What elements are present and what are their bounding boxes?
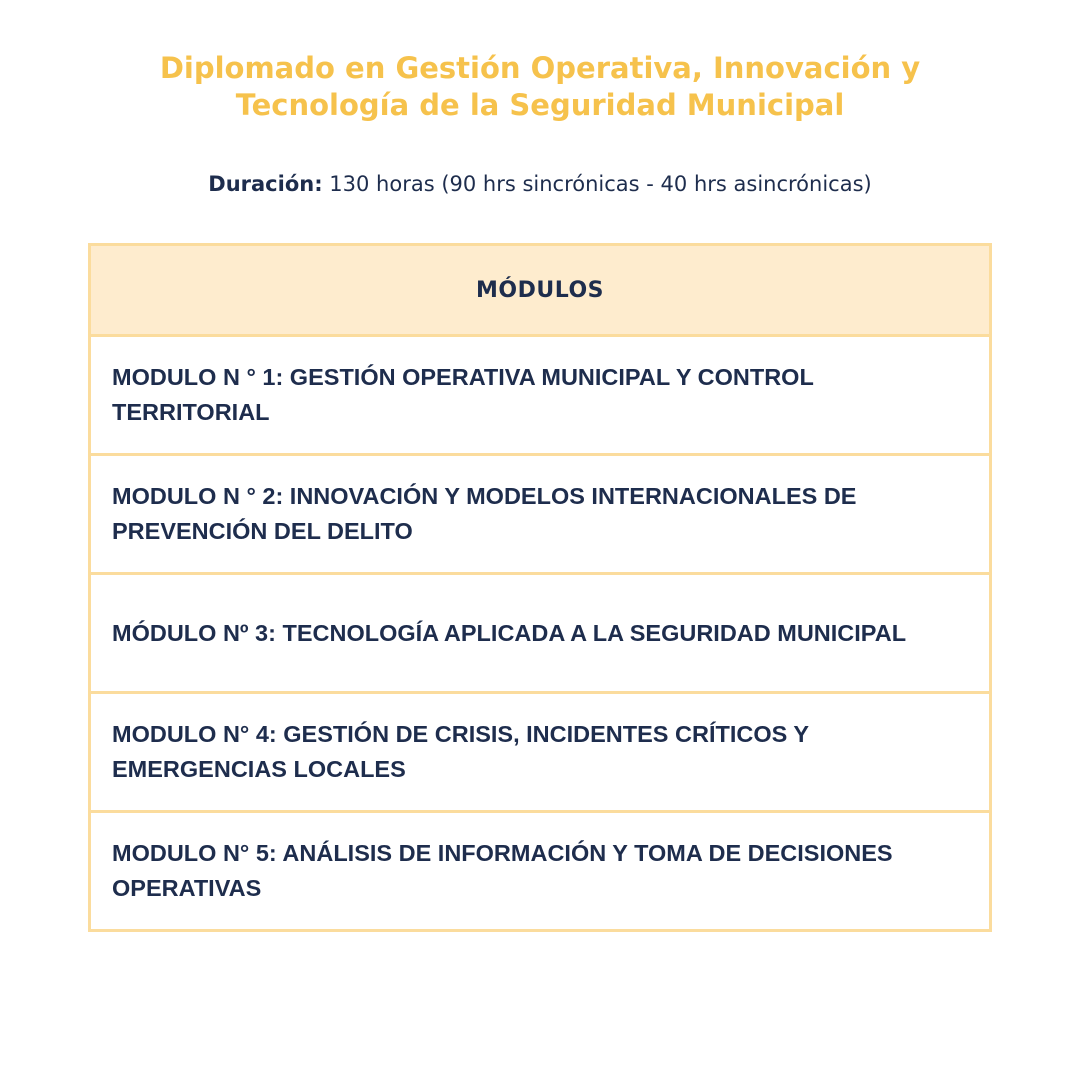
title-line-2: Tecnología de la Seguridad Municipal	[235, 88, 845, 122]
module-title-3: MÓDULO Nº 3: TECNOLOGÍA APLICADA A LA SEGURIDAD MUNICIPAL	[112, 619, 907, 646]
module-row-2	[91, 456, 989, 575]
module-title-1: MODULO N ° 1: GESTIÓN OPERATIVA MUNICIPAL Y CONTROL TERRITORIAL	[112, 364, 814, 425]
duration-text	[40, 168, 1040, 200]
page-title	[60, 50, 1020, 124]
module-title-5: MODULO N° 5: ANÁLISIS DE INFORMACIÓN Y TOMA DE DECISIONES OPERATIVAS	[112, 840, 893, 901]
modules-table	[88, 243, 992, 932]
duration-value: 130 horas (90 hrs sincrónicas - 40 hrs asincrónicas)	[322, 172, 872, 196]
module-row-5	[91, 813, 989, 929]
duration-label: Duración:	[208, 172, 323, 196]
title-line-1: Diplomado en Gestión Operativa, Innovación y	[159, 51, 921, 85]
modules-table-header: MÓDULOS	[91, 246, 989, 337]
module-row-3	[91, 575, 989, 694]
module-title-2: MODULO N ° 2: INNOVACIÓN Y MODELOS INTERNACIONALES DE PREVENCIÓN DEL DELITO	[112, 483, 857, 544]
module-title-4: MODULO N° 4: GESTIÓN DE CRISIS, INCIDENTES CRÍTICOS Y EMERGENCIAS LOCALES	[112, 721, 809, 782]
module-row-4	[91, 694, 989, 813]
module-row-1	[91, 337, 989, 456]
